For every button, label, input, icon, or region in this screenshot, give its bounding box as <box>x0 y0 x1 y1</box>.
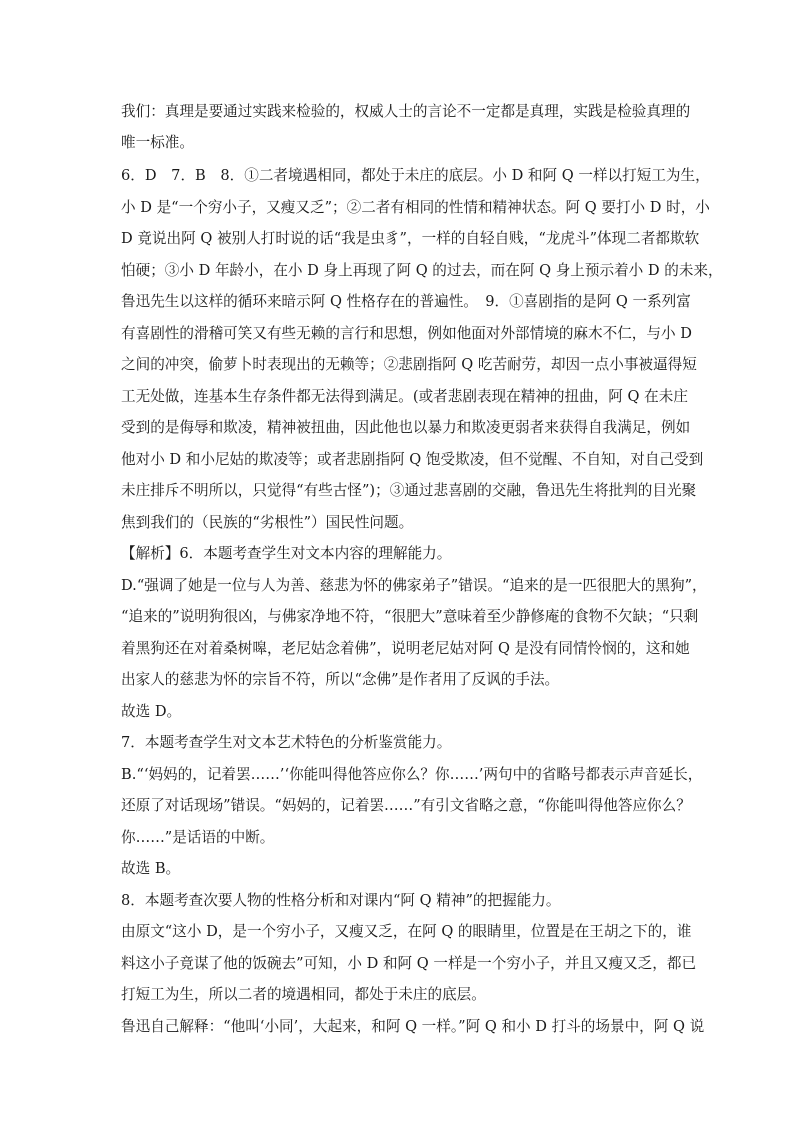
text-line-2: 唯一标准。 <box>121 134 194 151</box>
text-line-24: 你……”是话语的中断。 <box>121 829 275 846</box>
text-line-29: 打短工为生，所以二者的境遇相同，都处于未庄的底层。 <box>121 986 486 1003</box>
text-line-17: “追来的”说明狗很凶，与佛家净地不符，“很肥大”意味着至少静修庵的食物不欠缺；“只剩 <box>121 608 699 625</box>
text-line-11: 受到的是侮辱和欺凌，精神被扭曲，因此他也以暴力和欺凌更弱者来获得自我满足，例如 <box>121 419 691 436</box>
text-line-12: 他对小 D 和小尼姑的欺凌等；或者悲剧指阿 Q 饱受欺凌，但不觉醒、不自知，对自己受到 <box>121 451 704 468</box>
text-line-20: 故选 D。 <box>121 703 182 720</box>
text-line-27: 由原文“这小 D，是一个穷小子，又瘦又乏，在阿 Q 的眼睛里，位置是在王胡之下的，谁 <box>121 923 692 940</box>
text-line-19: 出家人的慈悲为怀的宗旨不符，所以“念佛”是作者用了反讽的手法。 <box>121 671 560 688</box>
text-line-30: 鲁迅自己解释：“他叫‘小同’，大起来，和阿 Q 一样。”阿 Q 和小 D 打斗的场景中，阿 Q 说 <box>121 1018 705 1035</box>
text-line-26: 8．本题考查次要人物的性格分析和对课内“阿 Q 精神”的把握能力。 <box>121 892 561 909</box>
text-line-16: D.“强调了她是一位与人为善、慈悲为怀的佛家弟子”错误。“追来的是一匹很肥大的黑狗”， <box>121 577 707 594</box>
text-line-8: 有喜剧性的滑稽可笑又有些无赖的言行和思想，例如他面对外部情境的麻木不仁，与小 D <box>121 325 692 342</box>
text-line-21: 7．本题考查学生对文本艺术特色的分析鉴赏能力。 <box>121 734 452 751</box>
text-line-5: D 竟说出阿 Q 被别人打时说的话“我是虫豸”，一样的自轻自贱，“龙虎斗”体现二者都欺软 <box>121 230 700 247</box>
text-line-18: 着黑狗还在对着桑树嗥，老尼姑念着佛”，说明老尼姑对阿 Q 是没有同情怜悯的，这和她 <box>121 640 690 657</box>
text-line-7: 鲁迅先生以这样的循环来暗示阿 Q 性格存在的普遍性。 9．①喜剧指的是阿 Q 一系列富 <box>121 293 691 310</box>
text-line-15: 【解析】6．本题考查学生对文本内容的理解能力。 <box>121 545 452 562</box>
text-line-3: 6．D 7．B 8．①二者境遇相同，都处于未庄的底层。小 D 和阿 Q 一样以打短工为生， <box>121 167 710 184</box>
text-line-1: 我们：真理是要通过实践来检验的，权威人士的言论不一定都是真理，实践是检验真理的 <box>121 103 691 120</box>
text-line-10: 工无处做，连基本生存条件都无法得到满足。(或者悲剧表现在精神的扭曲，阿 Q 在未庄 <box>121 388 688 405</box>
text-line-22: B.“‘妈妈的，记着罢……’‘你能叫得他答应你么？你……’两句中的省略号都表示声音延长， <box>121 766 703 783</box>
text-line-9: 之间的冲突，偷萝卜时表现出的无赖等；②悲剧指阿 Q 吃苦耐劳，却因一点小事被逼得短 <box>121 356 697 373</box>
text-line-13: 未庄排斥不明所以，只觉得“有些古怪”)；③通过悲喜剧的交融，鲁迅先生将批判的目光聚 <box>121 482 697 499</box>
text-line-28: 料这小子竟谋了他的饭碗去”可知，小 D 和阿 Q 一样是一个穷小子，并且又瘦又乏，都已 <box>121 955 697 972</box>
text-line-23: 还原了对话现场”错误。“妈妈的，记着罢……”有引文省略之意，“你能叫得他答应你么？ <box>121 797 691 814</box>
text-line-4: 小 D 是“一个穷小子，又瘦又乏”；②二者有相同的性情和精神状态。阿 Q 要打小 D 时，小 <box>121 199 710 216</box>
text-line-25: 故选 B。 <box>121 860 181 877</box>
text-line-6: 怕硬；③小 D 年龄小，在小 D 身上再现了阿 Q 的过去，而在阿 Q 身上预示着小 D 的未来， <box>121 262 723 279</box>
text-line-14: 焦到我们的（民族的“劣根性”）国民性问题。 <box>121 514 414 531</box>
